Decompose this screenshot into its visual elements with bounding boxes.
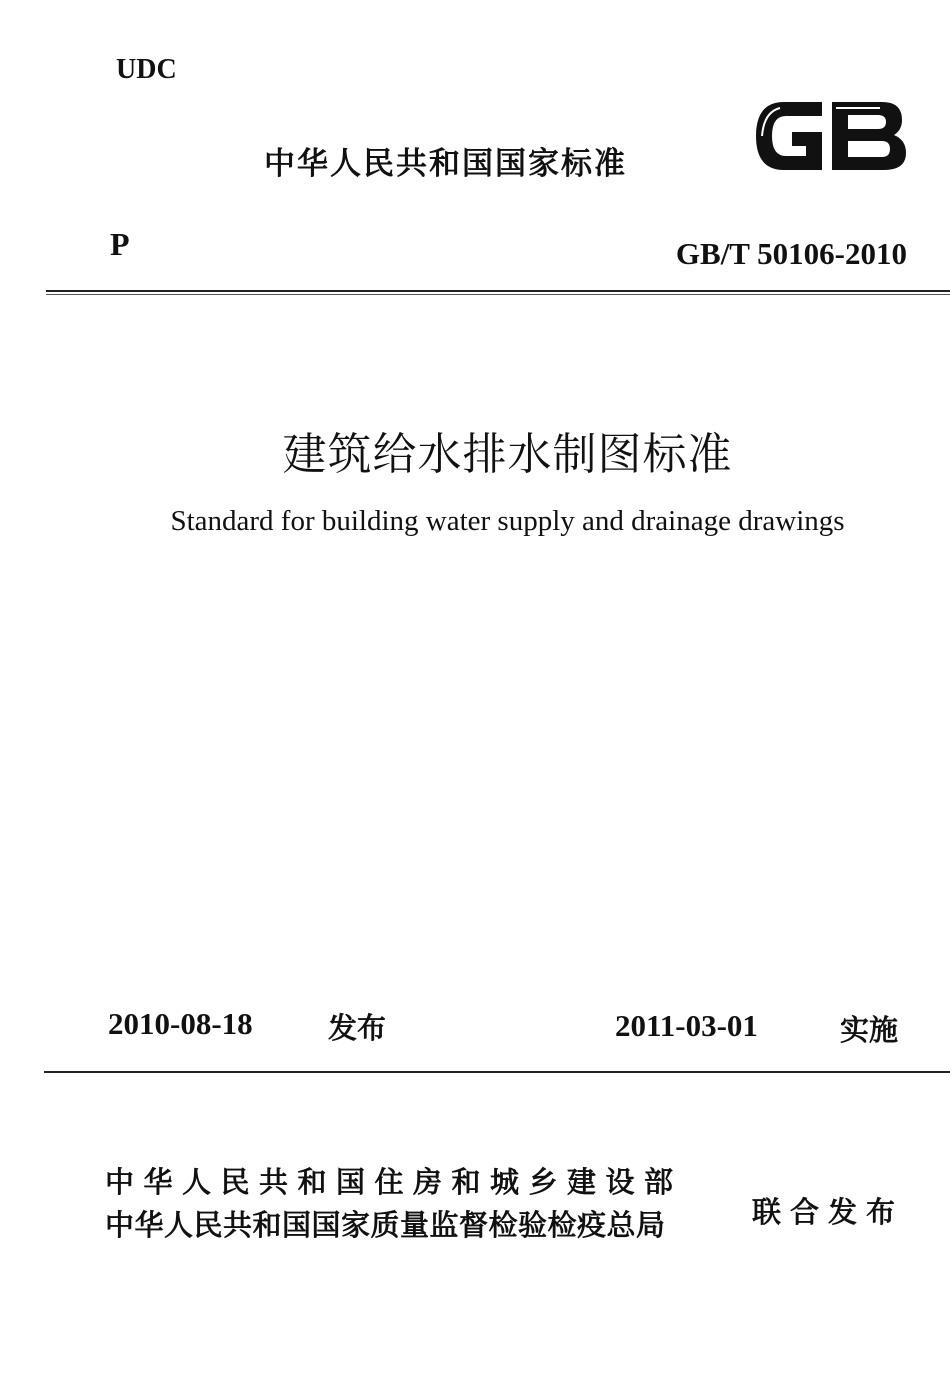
issue-label: 发布 <box>328 1011 387 1045</box>
bottom-divider <box>44 1071 950 1073</box>
document-title-english: Standard for building water supply and drainage drawings <box>170 505 845 537</box>
top-divider <box>46 290 950 292</box>
top-divider-thin <box>46 294 950 295</box>
national-standard-title: 中华人民共和国国家标准 <box>264 146 627 182</box>
udc-label: UDC <box>116 54 177 85</box>
classification-code: P <box>110 226 130 262</box>
joint-issue-label: 联合发布 <box>752 1195 905 1229</box>
issuer-ministry-housing: 中华人民共和国住房和城乡建设部 <box>105 1165 683 1199</box>
implementation-label: 实施 <box>840 1013 899 1047</box>
issue-date: 2010-08-18 <box>108 1006 253 1041</box>
issuer-quality-supervision: 中华人民共和国国家质量监督检验检疫总局 <box>105 1208 666 1242</box>
implementation-date: 2011-03-01 <box>615 1008 758 1043</box>
document-title-chinese: 建筑给水排水制图标准 <box>282 429 733 480</box>
standard-number: GB/T 50106-2010 <box>675 236 907 271</box>
gb-logo <box>750 96 910 176</box>
